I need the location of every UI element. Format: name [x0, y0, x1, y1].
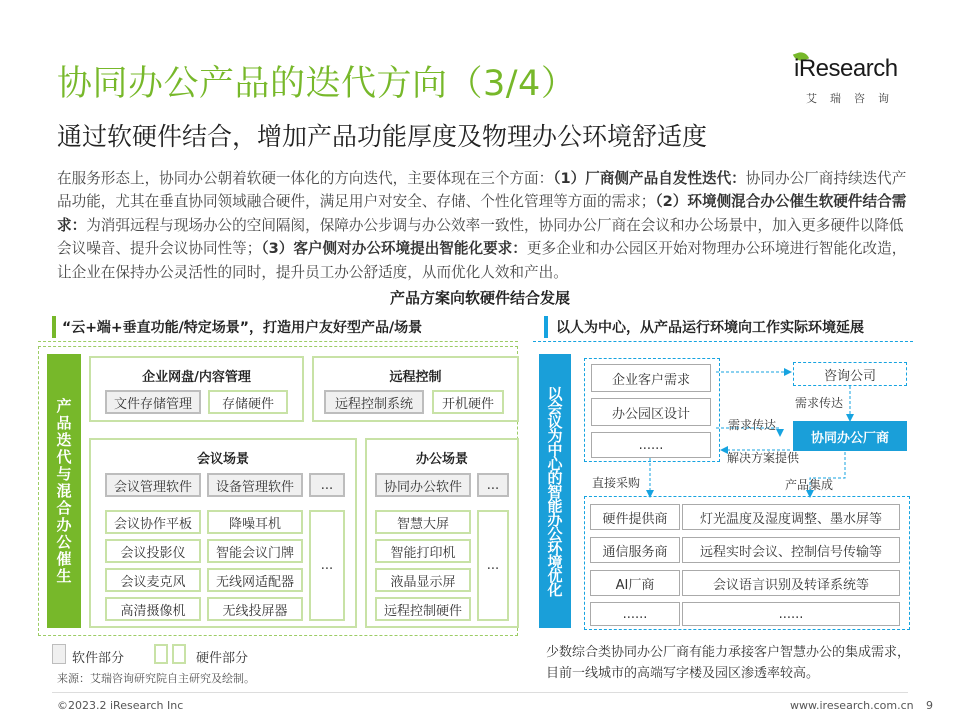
source-note: 来源：艾瑞咨询研究院自主研究及绘制。 — [57, 672, 255, 685]
hardware-item: 远程控制硬件 — [375, 597, 471, 621]
right-note: 少数综合类协同办公厂商有能力承接客户智慧办公的集成需求，目前一线城市的高端写字楼及园区渗透率较高。 — [546, 645, 911, 681]
hardware-item: 智能打印机 — [375, 539, 471, 563]
software-item-more: ... — [477, 473, 509, 497]
panel-meeting — [89, 438, 357, 628]
hardware-item-more: ... — [477, 510, 509, 621]
hardware-item: 智能会议门牌 — [207, 539, 303, 563]
hardware-item: 降噪耳机 — [207, 510, 303, 534]
provider-name: 通信服务商 — [590, 537, 680, 563]
hardware-item: 会议投影仪 — [105, 539, 201, 563]
copyright: ©2023.2 iResearch Inc — [57, 699, 184, 712]
vendor-box: 协同办公厂商 — [793, 421, 907, 451]
panel-office-title: 办公场景 — [415, 452, 468, 467]
software-item: 设备管理软件 — [207, 473, 303, 497]
hardware-item: 会议麦克风 — [105, 568, 201, 592]
legend-hardware-label: 硬件部分 — [196, 651, 249, 666]
demand-item: 办公园区设计 — [591, 398, 711, 426]
legend-hardware-swatch — [154, 644, 168, 664]
right-divider — [533, 341, 913, 342]
provider-name-more: ...... — [590, 602, 680, 626]
hardware-item: 会议协作平板 — [105, 510, 201, 534]
left-heading: “云+端+垂直功能/特定场景”，打造用户友好型产品/场景 — [62, 320, 423, 336]
right-side-label: 以会议为中心的智能办公环境优化 — [539, 354, 571, 628]
right-heading: 以人为中心，从产品运行环境向工作实际环境延展 — [556, 320, 864, 336]
panel-remote-title: 远程控制 — [389, 370, 442, 385]
panel-storage — [89, 356, 304, 422]
footer-url[interactable]: www.iresearch.com.cn — [790, 699, 914, 712]
footer-divider — [52, 692, 908, 693]
logo-cn-text: 艾瑞咨询 — [806, 92, 902, 105]
legend-software-swatch — [52, 644, 66, 664]
hardware-item: 高清摄像机 — [105, 597, 201, 621]
consultant-box: 咨询公司 — [793, 362, 907, 386]
software-item: 会议管理软件 — [105, 473, 201, 497]
provider-name: 硬件提供商 — [590, 504, 680, 530]
legend-software-label: 软件部分 — [72, 651, 125, 666]
hardware-item: 智慧大屏 — [375, 510, 471, 534]
panel-meeting-title: 会议场景 — [196, 452, 249, 467]
flow-label: 产品集成 — [785, 478, 834, 492]
panel-office — [365, 438, 519, 628]
software-item: 远程控制系统 — [324, 390, 424, 414]
flow-label: 直接采购 — [592, 476, 641, 490]
provider-name: AI厂商 — [590, 570, 680, 596]
left-divider — [38, 341, 518, 342]
hardware-item: 无线投屏器 — [207, 597, 303, 621]
panel-remote — [312, 356, 519, 422]
software-item-more: ... — [309, 473, 345, 497]
iresearch-logo: iResearch 艾瑞咨询 — [794, 50, 912, 110]
provider-desc: 远程实时会议、控制信号传输等 — [682, 537, 900, 563]
flow-label: 解决方案提供 — [727, 451, 800, 465]
provider-desc-more: ...... — [682, 602, 900, 626]
diagram-title: 产品方案向软硬件结合发展 — [389, 289, 570, 307]
hardware-item: 液晶显示屏 — [375, 568, 471, 592]
hardware-item: 无线网适配器 — [207, 568, 303, 592]
page-number: 9 — [926, 699, 933, 712]
software-item: 协同办公软件 — [375, 473, 471, 497]
software-item: 文件存储管理 — [105, 390, 201, 414]
legend-hardware-swatch — [172, 644, 186, 664]
demand-item-more: ...... — [591, 432, 711, 458]
page-subtitle: 通过软硬件结合，增加产品功能厚度及物理办公环境舒适度 — [57, 122, 708, 151]
hardware-item: 存储硬件 — [208, 390, 288, 414]
flow-label: 需求传达 — [795, 396, 844, 410]
provider-desc: 灯光温度及湿度调整、墨水屏等 — [682, 504, 900, 530]
page-title: 协同办公产品的迭代方向（3/4） — [57, 64, 577, 104]
panel-storage-title: 企业网盘/内容管理 — [142, 370, 251, 385]
flow-label: 需求传达 — [728, 418, 777, 432]
hardware-item: 开机硬件 — [432, 390, 504, 414]
hardware-item-more: ... — [309, 510, 345, 621]
right-heading-marker — [544, 316, 548, 338]
intro-paragraph: 在服务形态上，协同办公朝着软硬一体化的方向迭代，主要体现在三个方面：（1）厂商侧产品自发性迭代：协同办公厂商持续迭代产品功能，尤其在垂直协同领域融合硬件，满足用户对安全、存储、个性化管理等方面的需求；（2）环境侧混合办公催生软硬件结合需求：为消弭远程与现场办公的空间隔阂，保障办公步调与办公效率一致性，协同办公厂商在会议和办公场景中，加入更多硬件以降低会议噪音、提升会议协同性等；（3）客户侧对办公环境提出智能化要求：更多企业和办公园区开始对物理办公环境进行智能化改造，让企业在保持办公灵活性的同时，提升员工办公舒适度，从而优化人效和产出。 — [57, 170, 907, 281]
left-heading-marker — [52, 316, 56, 338]
provider-desc: 会议语言识别及转译系统等 — [682, 570, 900, 596]
demand-item: 企业客户需求 — [591, 364, 711, 392]
left-side-label: 产品迭代与混合办公催生 — [47, 354, 81, 628]
